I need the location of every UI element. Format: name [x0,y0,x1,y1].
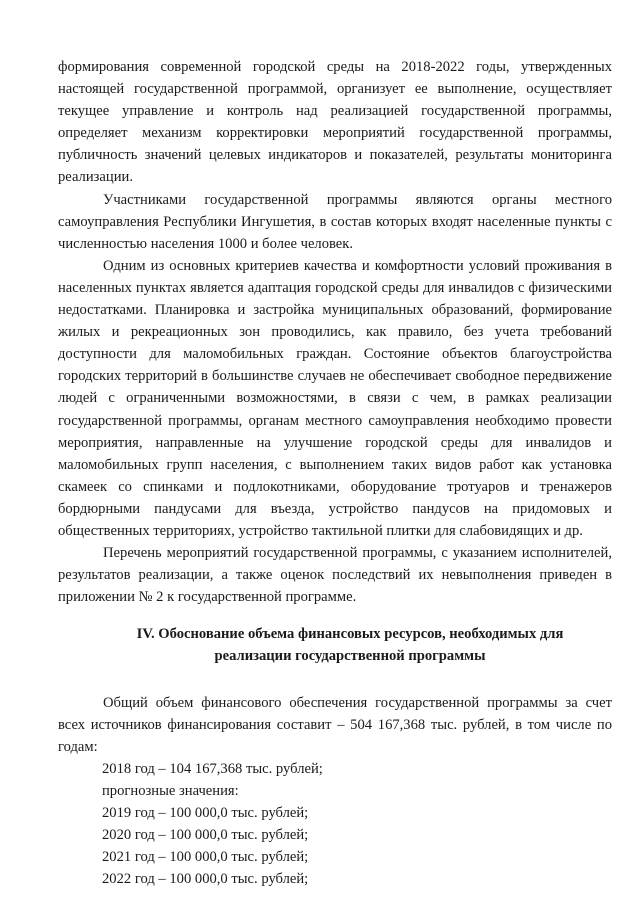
funding-list [102,758,612,891]
section-heading [58,623,612,667]
paragraph-program-management: формирования современной городской среды на 2018-2022 годы, утвержденных настоящей государственной программой, организует ее выполнение, осуществляет текущее управление и контроль над реализацией государственной программы, определяет механизм корректировки мероприятий государственной программы, публичность значений целевых индикаторов и показателей, результаты мониторинга реализации. [58,59,612,186]
funding-line-2020: 2020 год – 100 000,0 тыс. рублей; [102,827,309,844]
paragraph-funding-intro: Общий объем финансового обеспечения государственной программы за счет всех источников финансирования составит – 504 167,368 тыс. рублей, в том числе по годам: [58,694,612,755]
section-heading-line-2: реализации государственной программы [214,648,486,665]
section-heading-line-1: IV. Обоснование объема финансовых ресурсов, необходимых для [136,626,564,643]
paragraph-activities-list: Перечень мероприятий государственной программы, с указанием исполнителей, результатов реализации, а также оценок последствий их невыполнения приведен в приложении № 2 к государственной программе. [58,545,612,606]
funding-forecast-label: прогнозные значения: [102,782,239,799]
funding-line-2022: 2022 год – 100 000,0 тыс. рублей; [102,871,309,888]
funding-line-2018: 2018 год – 104 167,368 тыс. рублей; [102,760,323,777]
paragraph-program-participants: Участниками государственной программы являются органы местного самоуправления Республики Ингушетия, в состав которых входят населенные пункты с численностью населения 1000 и более человек. [58,191,612,252]
funding-line-2021: 2021 год – 100 000,0 тыс. рублей; [102,849,309,866]
funding-line-2019: 2019 год – 100 000,0 тыс. рублей; [102,805,309,821]
document-body [58,56,612,890]
paragraph-accessibility-criteria: Одним из основных критериев качества и комфортности условий проживания в населенных пунктах является адаптация городской среды для инвалидов с физическими недостатками. Планировка и застройка муниципальных образований, формирование жилых и рекреационных зон проводились, как правило, без учета требований доступности для маломобильных граждан. Состояние объектов благоустройства городских территорий в большинстве случаев не обеспечивает свободное передвижение людей с ограниченными возможностями, в связи с чем, в рамках реализации государственной программы, органам местного самоуправления необходимо провести мероприятия, направленные на улучшение городской среды для инвалидов и маломобильных групп населения, с выполнением таких видов работ как установка скамеек со спинками и подлокотниками, оборудование тротуаров и тренажеров бордюрными пандусами для въезда, устройство пандусов на придомовых и общественных территориях, устройство тактильной плитки для слабовидящих и др. [58,257,612,539]
